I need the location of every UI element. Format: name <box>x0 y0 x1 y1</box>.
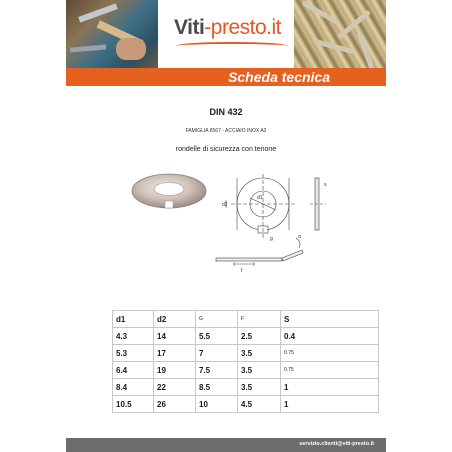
header-g: G <box>196 311 238 328</box>
dim-s-label: s <box>324 182 327 188</box>
cell-g: 7.5 <box>196 362 238 379</box>
washer-photo <box>132 174 206 208</box>
cell-d1: 10.5 <box>113 396 154 413</box>
brand-logo[interactable]: Viti-presto.it <box>174 16 281 39</box>
cell-d1: 6.4 <box>113 362 154 379</box>
dim-angle-label: α <box>298 234 301 240</box>
dimensions-table <box>112 310 379 413</box>
cell-d2: 26 <box>154 396 196 413</box>
cell-f: 3.5 <box>238 379 281 396</box>
datasheet-page <box>66 0 386 452</box>
header-d1: d1 <box>113 311 154 328</box>
cell-f: 4.5 <box>238 396 281 413</box>
header-d2: d2 <box>154 311 196 328</box>
footer-bar <box>66 438 386 452</box>
product-description: rondelle di sicurezza con tenone <box>175 146 277 153</box>
cell-d2: 19 <box>154 362 196 379</box>
cell-g: 5.5 <box>196 328 238 345</box>
table-row <box>113 396 379 413</box>
cell-s: 0.75 <box>281 362 379 379</box>
table-row <box>113 345 379 362</box>
table-row <box>113 379 379 396</box>
cell-s: 1 <box>281 379 379 396</box>
cell-d2: 14 <box>154 328 196 345</box>
cell-f: 2.5 <box>238 328 281 345</box>
cell-s: 0.75 <box>281 345 379 362</box>
technical-drawing <box>66 168 386 288</box>
washer-front-view <box>226 174 295 238</box>
cell-g: 7 <box>196 345 238 362</box>
dim-d1-label: d1 <box>257 195 263 201</box>
cell-f: 3.5 <box>238 362 281 379</box>
logo-swoosh <box>176 42 288 50</box>
header-banner <box>66 0 386 68</box>
header-f: F <box>238 311 281 328</box>
table-row <box>113 328 379 345</box>
tools-photo <box>66 0 158 68</box>
section-bar <box>66 68 386 86</box>
cell-g: 8.5 <box>196 379 238 396</box>
table-header-row <box>113 311 379 328</box>
standard-code: DIN 432 <box>209 107 243 117</box>
cell-s: 1 <box>281 396 379 413</box>
product-family: FAMIGLIA 8567 - ACCIAIO INOX A2 <box>185 128 267 134</box>
cell-d1: 4.3 <box>113 328 154 345</box>
header-s: S <box>281 311 379 328</box>
cell-d1: 8.4 <box>113 379 154 396</box>
cell-s: 0.4 <box>281 328 379 345</box>
cell-d2: 17 <box>154 345 196 362</box>
screws-photo <box>294 0 386 68</box>
contact-email-link[interactable]: servizio.clienti@viti-presto.it <box>299 441 374 447</box>
dim-g-label: g <box>270 236 273 242</box>
dim-f-label: f <box>241 268 243 274</box>
cell-d2: 22 <box>154 379 196 396</box>
cell-g: 10 <box>196 396 238 413</box>
cell-f: 3.5 <box>238 345 281 362</box>
section-title: Scheda tecnica <box>228 69 330 85</box>
cell-d1: 5.3 <box>113 345 154 362</box>
tab-detail-view <box>216 238 303 266</box>
dim-d2-label: d2 <box>222 202 228 208</box>
table-row <box>113 362 379 379</box>
